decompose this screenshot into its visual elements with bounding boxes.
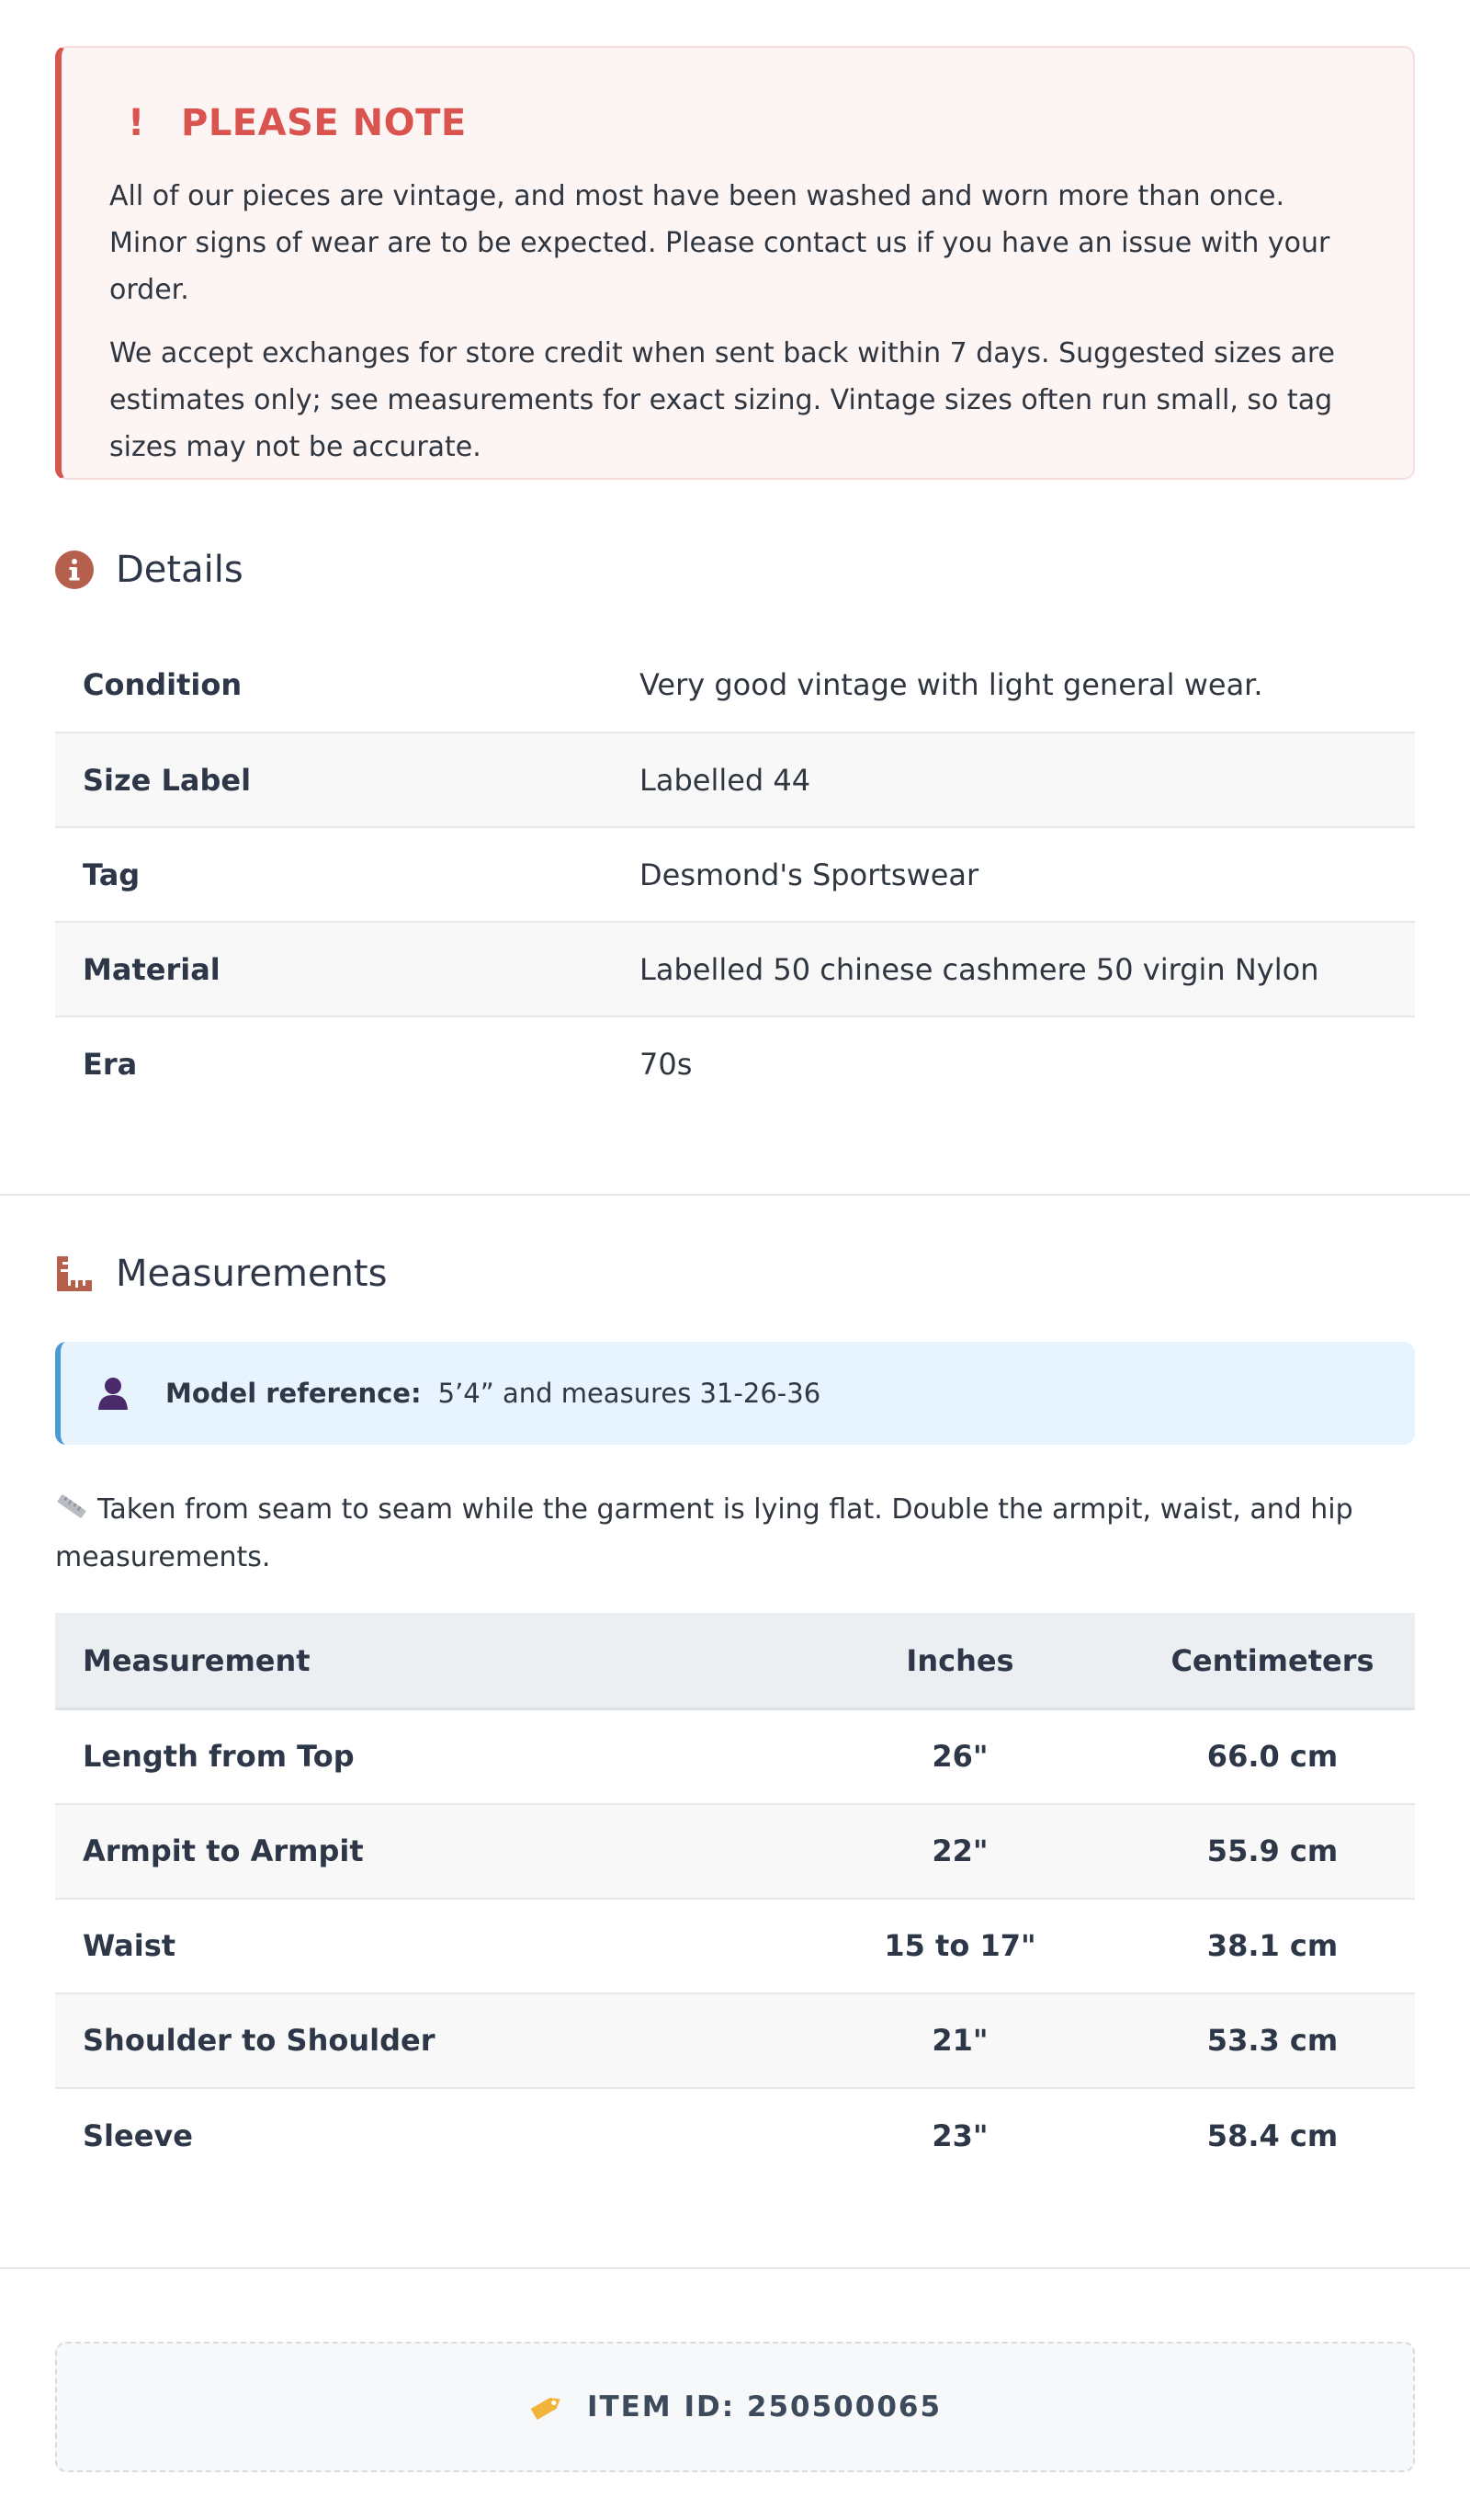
column-header: Centimeters <box>1130 1613 1415 1709</box>
measurements-table <box>55 1613 1415 2183</box>
measurement-inches: 23" <box>932 2117 989 2153</box>
info-circle-icon <box>55 551 94 589</box>
details-table-wrap <box>55 638 1415 1111</box>
column-header: Inches <box>790 1613 1130 1709</box>
detail-label: Condition <box>55 638 612 732</box>
model-reference-value: 5’4” and measures 31-26-36 <box>437 1378 821 1409</box>
table-row <box>55 2088 1415 2183</box>
details-table <box>55 638 1415 1111</box>
section-title: Details <box>116 549 243 591</box>
ruler-icon <box>55 1254 94 1293</box>
measurement-cm: 66.0 cm <box>1130 1709 1415 1804</box>
notice-box <box>55 46 1415 480</box>
notice-paragraph: We accept exchanges for store credit when sent back within 7 days. Suggested sizes are estimates only; see measurements for exact sizing. Vintage sizes often run small, so tag sizes may not be accurate. <box>109 337 1336 463</box>
measurement-note <box>55 1486 1415 1581</box>
measurement-name: Shoulder to Shoulder <box>55 1993 790 2088</box>
detail-label: Era <box>83 1047 138 1082</box>
detail-value: Labelled 50 chinese cashmere 50 virgin Nylon <box>612 922 1415 1016</box>
table-row <box>55 1804 1415 1899</box>
detail-value: Very good vintage with light general wear. <box>612 638 1415 732</box>
person-icon <box>97 1376 129 1411</box>
measurement-inches: 21" <box>790 1993 1130 2088</box>
straight-ruler-icon <box>55 1487 88 1534</box>
measurement-name: Length from Top <box>55 1709 790 1804</box>
table-row <box>55 827 1415 922</box>
measurement-inches: 15 to 17" <box>790 1899 1130 1993</box>
notice-title: PLEASE NOTE <box>181 102 467 144</box>
item-id-label: ITEM ID: 250500065 <box>586 2390 943 2424</box>
measurements-table-wrap <box>55 1613 1415 2183</box>
section-title: Measurements <box>116 1253 388 1295</box>
measurement-cm: 38.1 cm <box>1130 1899 1415 1993</box>
table-row <box>55 1993 1415 2088</box>
table-row <box>55 1899 1415 1993</box>
item-id-box <box>55 2342 1415 2472</box>
section-divider <box>0 2267 1470 2269</box>
section-divider <box>0 1194 1470 1196</box>
measurement-name: Sleeve <box>83 2117 193 2153</box>
table-row <box>55 922 1415 1016</box>
table-row <box>55 638 1415 732</box>
table-row <box>55 1016 1415 1111</box>
measurement-name: Waist <box>55 1899 790 1993</box>
detail-value: 70s <box>639 1047 693 1082</box>
detail-value: Desmond's Sportswear <box>612 827 1415 922</box>
price-tag-icon <box>528 2391 565 2423</box>
column-header: Measurement <box>55 1613 790 1709</box>
measurement-inches: 26" <box>790 1709 1130 1804</box>
exclamation-icon: ! <box>128 102 145 144</box>
detail-value: Labelled 44 <box>612 732 1415 827</box>
measurement-cm: 58.4 cm <box>1206 2117 1339 2153</box>
model-reference-label: Model reference: <box>165 1378 422 1409</box>
table-row <box>55 732 1415 827</box>
table-row <box>55 1709 1415 1804</box>
details-heading <box>55 542 1415 597</box>
measurement-cm: 53.3 cm <box>1130 1993 1415 2088</box>
measurements-heading <box>55 1246 1415 1301</box>
measurement-inches: 22" <box>790 1804 1130 1899</box>
table-header-row <box>55 1613 1415 1709</box>
detail-label: Size Label <box>55 732 612 827</box>
measurement-note-text: Taken from seam to seam while the garment is lying flat. Double the armpit, waist, and hip measurements. <box>55 1493 1353 1573</box>
notice-paragraph: All of our pieces are vintage, and most have been washed and worn more than once. Minor signs of wear are to be expected. Please contact us if you have an issue with your order. <box>109 180 1330 306</box>
measurement-cm: 55.9 cm <box>1130 1804 1415 1899</box>
model-reference-box <box>55 1342 1415 1445</box>
detail-label: Tag <box>55 827 612 922</box>
notice-header <box>109 101 1365 145</box>
detail-label: Material <box>55 922 612 1016</box>
measurement-name: Armpit to Armpit <box>55 1804 790 1899</box>
